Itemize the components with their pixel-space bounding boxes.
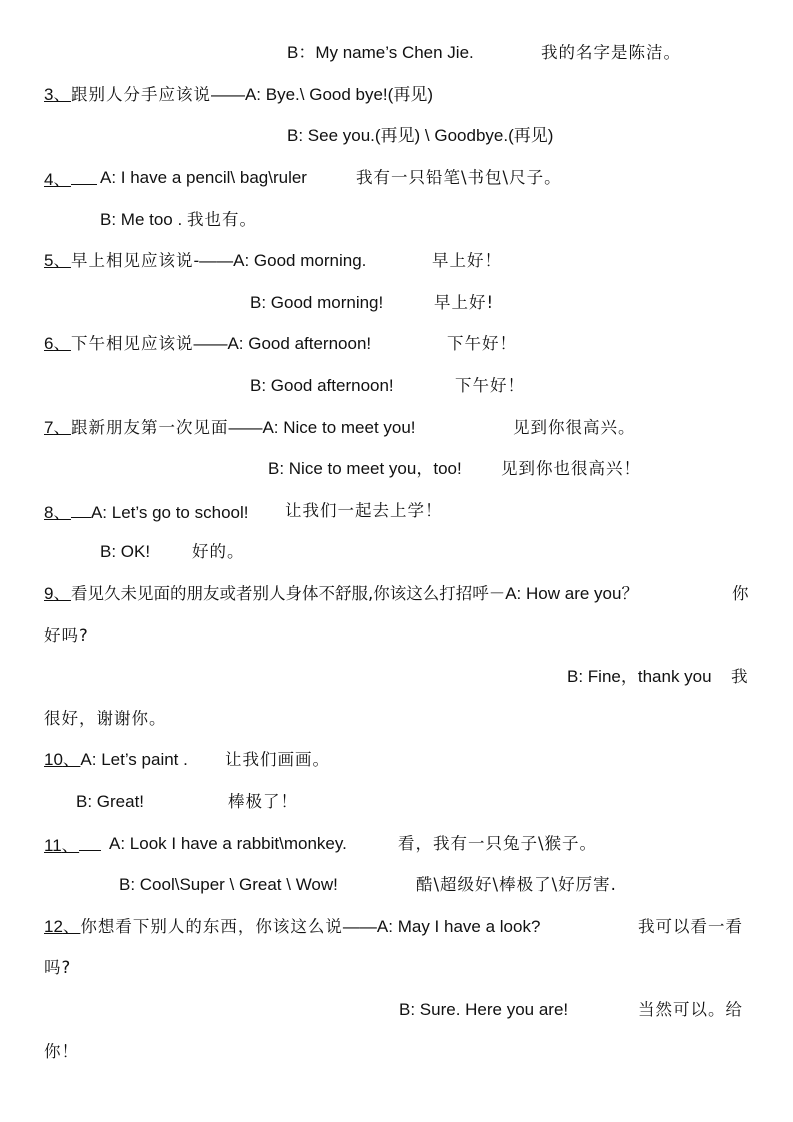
item-3-a-line: [44, 84, 433, 106]
item-12-a-chinese-part1: 我可以看一看: [638, 917, 743, 936]
item-6-a-english: A: Good afternoon!: [227, 334, 372, 353]
item-11-a-line: [44, 833, 101, 855]
item-6-b-english: B: Good afternoon!: [250, 376, 394, 395]
item-11-separator: 、: [61, 836, 80, 855]
item-7-separator: 、: [53, 418, 71, 437]
item-4-a-chinese: 我有一只铅笔\书包\尺子。: [356, 168, 562, 187]
item-12-b-chinese-part2: 你！: [44, 1042, 79, 1061]
item-6-a-chinese: 下午好！: [447, 334, 517, 353]
item-4-a-line: [44, 167, 97, 189]
item-8-blank: [71, 500, 91, 518]
item-7-b-chinese: 见到你也很高兴！: [501, 459, 641, 478]
item-3-prompt: 跟别人分手应该说: [70, 85, 211, 104]
item-9-b-english: B: Fine，thank you: [567, 667, 712, 686]
item-6-prompt: 下午相见应该说: [70, 334, 194, 353]
item-10-number: 10: [44, 750, 63, 769]
item-5-a-english: A: Good morning.: [233, 251, 367, 270]
item-12-a-english: A: May I have a look?: [376, 917, 541, 936]
item-9-prompt: 看见久未见面的朋友或者别人身体不舒服,你该这么打招呼: [70, 584, 489, 603]
item-8-b-english: B: OK!: [100, 542, 151, 561]
item-9-a-english: A: How are you？: [505, 584, 639, 603]
item-10-b-chinese: 棒极了！: [228, 792, 298, 811]
item-7-a-chinese: 见到你很高兴。: [513, 418, 636, 437]
item-5-a-line: [44, 250, 366, 272]
item-8-separator: 、: [53, 503, 71, 522]
item-10-b-english: B: Great!: [76, 792, 145, 811]
item-12-b-english: B: Sure. Here you are!: [399, 1000, 569, 1019]
item-11-a-chinese: 看，我有一只兔子\猴子。: [398, 834, 598, 853]
item-3-a-english: A: Bye.\ Good bye!(再见): [244, 85, 433, 104]
item-8-a-english: A: Let’s go to school!: [90, 503, 249, 522]
item-8-b-chinese: 好的。: [192, 542, 245, 561]
item-6-separator: 、: [53, 334, 71, 353]
item-3-b-english: B: See you.(再见) \ Goodbye.(再见): [287, 126, 554, 145]
item-12-prompt: 你想看下别人的东西，你该这么说: [80, 917, 343, 936]
item-9-dash: －: [488, 584, 506, 603]
item-9-a-chinese-part2: 好吗?: [44, 626, 89, 645]
item-5-dash: -——: [193, 251, 234, 270]
item-4-number: 4: [44, 170, 54, 189]
item-5-b-chinese: 早上好!: [434, 293, 495, 312]
item-6-dash: ——: [193, 334, 228, 353]
item-7-a-english: A: Nice to meet you!: [262, 418, 416, 437]
item-8-number: 8: [44, 503, 54, 522]
item-3-number: 3: [44, 85, 54, 104]
item-11-blank: [79, 833, 101, 851]
item-8-a-chinese: 让我们一起去上学！: [285, 501, 443, 520]
item-12-separator: 、: [62, 917, 81, 936]
item-9-b-chinese-part2: 很好，谢谢你。: [44, 709, 167, 728]
item-12-a-line: [44, 916, 540, 938]
item-8-a-line: [44, 500, 248, 522]
item-7-dash: ——: [228, 418, 263, 437]
item-7-prompt: 跟新朋友第一次见面: [70, 418, 229, 437]
item-2-b-english: B：My name’s Chen Jie.: [287, 43, 474, 62]
item-6-number: 6: [44, 334, 54, 353]
item-9-b-chinese-part1: 我: [731, 667, 749, 686]
item-9-separator: 、: [53, 584, 71, 603]
item-4-blank: [71, 167, 97, 185]
item-3-separator: 、: [53, 85, 71, 104]
item-9-a-chinese-part1: 你: [732, 584, 750, 603]
item-5-b-english: B: Good morning!: [250, 293, 384, 312]
item-10-a-line: [44, 749, 188, 771]
item-11-a-english: A: Look I have a rabbit\monkey.: [109, 834, 347, 853]
item-11-b-english: B: Cool\Super \ Great \ Wow!: [119, 875, 338, 894]
item-10-a-chinese: 让我们画画。: [225, 750, 330, 769]
item-4-b-chinese: 我也有。: [186, 210, 257, 229]
item-5-separator: 、: [53, 251, 71, 270]
item-4-b-english: B: Me too .: [100, 210, 183, 229]
item-12-dash: ——: [342, 917, 377, 936]
item-11-number: 11: [44, 836, 62, 855]
item-12-number: 12: [44, 917, 63, 936]
item-12-a-chinese-part2: 吗?: [44, 958, 72, 977]
item-10-a-english: A: Let’s paint .: [80, 750, 188, 769]
item-11-b-chinese: 酷\超级好\棒极了\好厉害.: [416, 875, 617, 894]
item-4-separator: 、: [53, 170, 71, 189]
item-6-b-chinese: 下午好！: [455, 376, 525, 395]
item-10-separator: 、: [62, 750, 81, 769]
item-6-a-line: [44, 333, 371, 355]
item-7-a-line: [44, 417, 416, 439]
item-4-a-english: A: I have a pencil\ bag\ruler: [100, 168, 307, 187]
item-9-a-line: [44, 583, 638, 605]
item-7-b-english: B: Nice to meet you，too!: [268, 459, 462, 478]
item-5-a-chinese: 早上好！: [432, 251, 502, 270]
item-9-number: 9: [44, 584, 54, 603]
item-2-b-chinese: 我的名字是陈洁。: [541, 43, 681, 62]
item-3-dash: ——: [210, 85, 245, 104]
item-7-number: 7: [44, 418, 54, 437]
item-2-b-line: [287, 42, 474, 64]
item-4-b-line: [100, 209, 257, 231]
item-12-b-chinese-part1: 当然可以。给: [638, 1000, 743, 1019]
item-5-prompt: 早上相见应该说: [70, 251, 194, 270]
item-5-number: 5: [44, 251, 54, 270]
